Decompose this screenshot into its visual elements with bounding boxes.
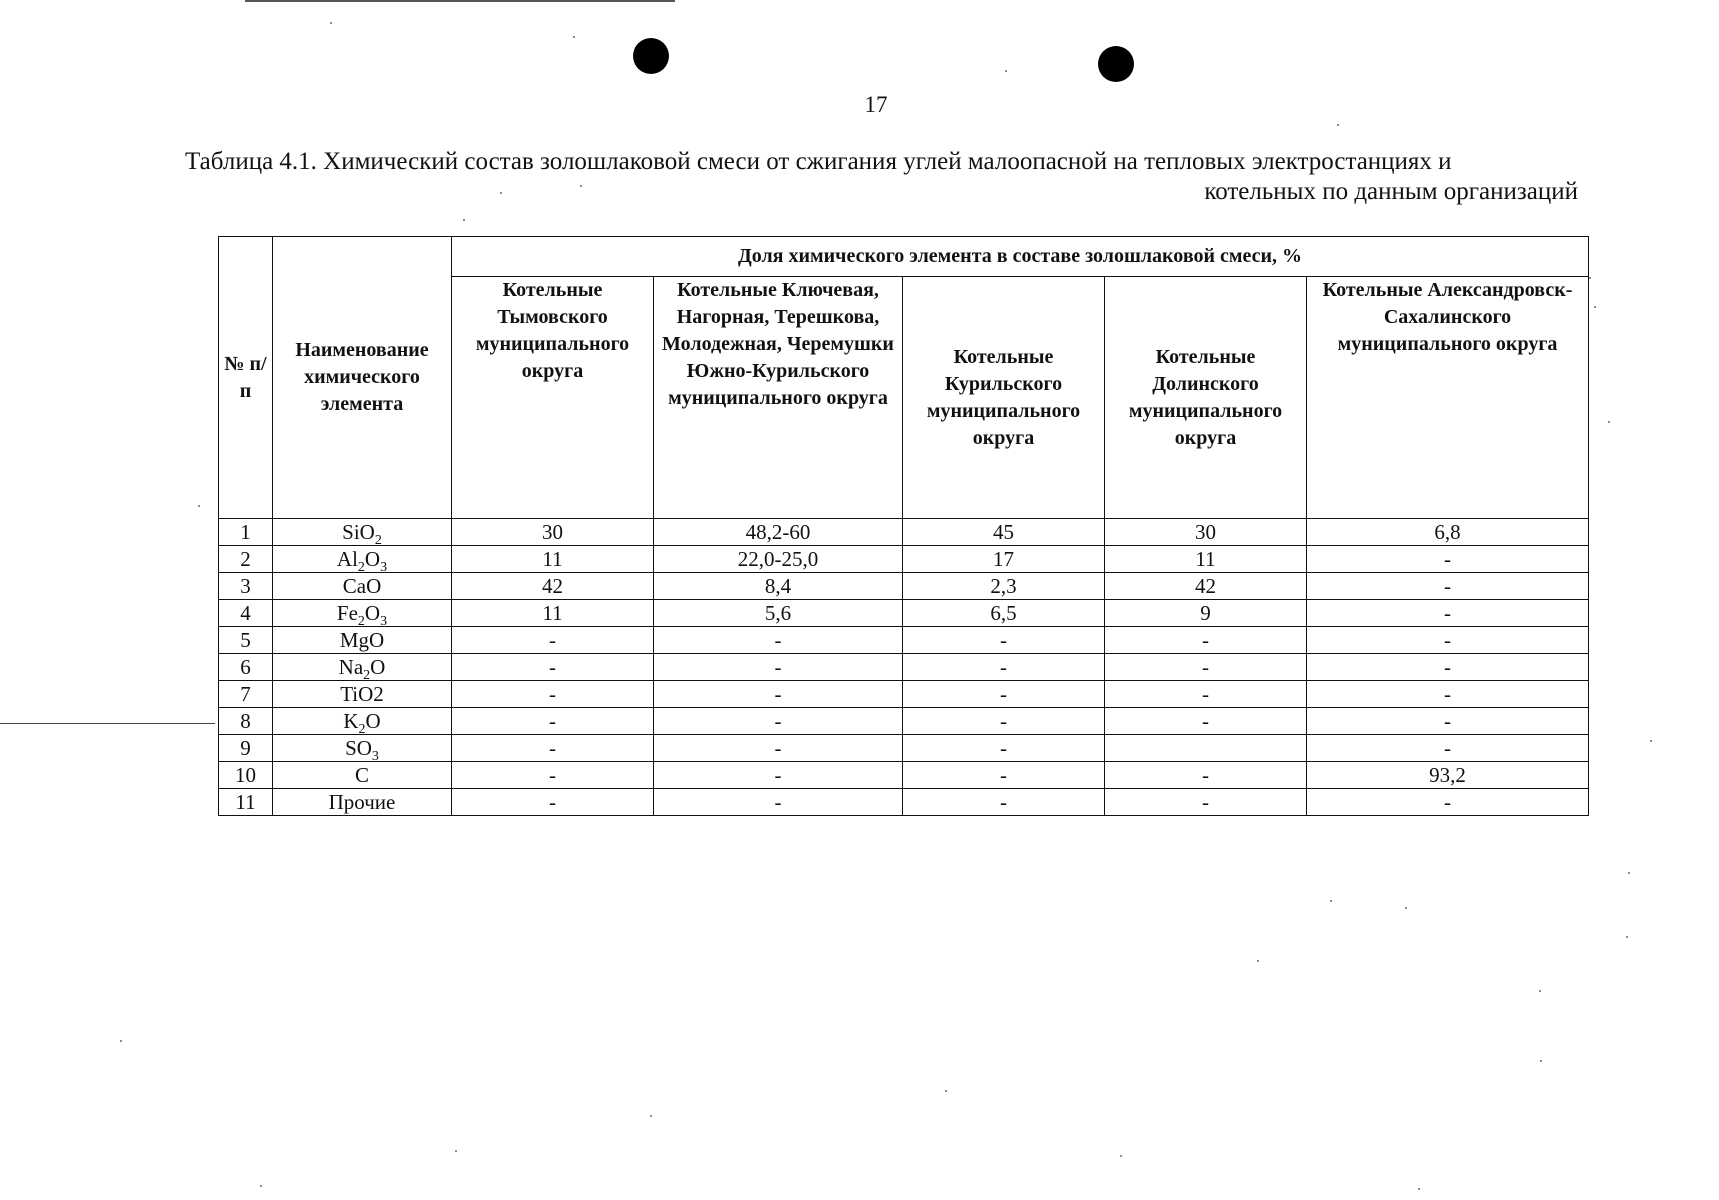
formula-sub: 2	[363, 668, 371, 684]
formula-name: SO	[345, 736, 372, 760]
scan-speck	[1005, 70, 1007, 72]
cell-value-col-3: 6,5	[903, 600, 1105, 627]
cell-number: 8	[219, 708, 273, 735]
cell-value-col-4: 30	[1105, 519, 1307, 546]
cell-value-col-5: -	[1307, 681, 1589, 708]
page-number: 17	[864, 92, 888, 117]
formula-sub: 2	[357, 614, 365, 630]
formula-sub: 2	[357, 560, 365, 576]
cell-value-col-3: -	[903, 627, 1105, 654]
header-element-name: Наименование химического элемента	[273, 237, 452, 519]
caption-line-2: котельных по данным организаций	[1204, 178, 1578, 205]
scan-speck	[1626, 936, 1628, 938]
cell-element-name	[273, 546, 452, 576]
cell-value-col-3: -	[903, 735, 1105, 762]
cell-value-col-3: 45	[903, 519, 1105, 546]
table-row	[219, 654, 1589, 681]
cell-value-col-1: -	[452, 735, 654, 762]
cell-value-col-1: -	[452, 762, 654, 789]
scan-speck	[1589, 277, 1591, 279]
scan-speck	[1120, 1155, 1122, 1157]
cell-number: 2	[219, 546, 273, 573]
formula-name-tail: O	[365, 709, 381, 733]
cell-value-col-1: -	[452, 627, 654, 654]
header-col-4: Котельные Долинского муниципального округа	[1105, 277, 1307, 519]
formula-sub2: 3	[380, 614, 388, 630]
cell-value-col-4: 11	[1105, 546, 1307, 573]
cell-value-col-2: -	[654, 654, 903, 681]
caption-line-1: Таблица 4.1. Химический состав золошлаковой смеси от сжигания углей малоопасной на тепловых электростанциях и	[185, 148, 1452, 175]
cell-element-name	[273, 681, 452, 708]
cell-value-col-5: 6,8	[1307, 519, 1589, 546]
formula-name: MgO	[339, 628, 385, 652]
cell-value-col-1: -	[452, 681, 654, 708]
cell-value-col-1: -	[452, 654, 654, 681]
scan-artifact-line-left	[0, 723, 215, 724]
cell-value-col-1: -	[452, 708, 654, 735]
scan-speck	[1608, 421, 1610, 423]
scan-speck	[580, 185, 582, 187]
cell-value-col-3: -	[903, 789, 1105, 816]
cell-value-col-2: 22,0-25,0	[654, 546, 903, 573]
cell-value-col-5: -	[1307, 735, 1589, 762]
scan-speck	[1540, 1060, 1542, 1062]
cell-value-col-5: 93,2	[1307, 762, 1589, 789]
cell-value-col-3: 17	[903, 546, 1105, 573]
cell-element-name	[273, 708, 452, 738]
cell-value-col-5: -	[1307, 573, 1589, 600]
cell-value-col-1: 42	[452, 573, 654, 600]
formula-name: CaO	[342, 574, 382, 598]
scan-speck	[463, 219, 465, 221]
cell-number: 4	[219, 600, 273, 627]
cell-element-name	[273, 519, 452, 549]
scan-speck	[573, 36, 575, 38]
cell-value-col-1: 11	[452, 546, 654, 573]
scan-speck	[120, 1040, 122, 1042]
cell-value-col-4	[1105, 735, 1307, 762]
formula-sub2: 3	[380, 560, 388, 576]
formula-name: SiO	[342, 520, 375, 544]
cell-value-col-2: 8,4	[654, 573, 903, 600]
formula-name-tail: O	[364, 601, 381, 625]
cell-number: 7	[219, 681, 273, 708]
cell-value-col-5: -	[1307, 627, 1589, 654]
table-caption	[185, 147, 1578, 207]
cell-value-col-4: 9	[1105, 600, 1307, 627]
table-row	[219, 546, 1589, 573]
header-col-5: Котельные Александровск-Сахалинского муниципального округа	[1307, 277, 1589, 519]
cell-element-name	[273, 573, 452, 600]
cell-number: 1	[219, 519, 273, 546]
cell-number: 10	[219, 762, 273, 789]
cell-value-col-4: -	[1105, 627, 1307, 654]
cell-value-col-2: -	[654, 789, 903, 816]
cell-element-name	[273, 627, 452, 654]
cell-value-col-3: -	[903, 654, 1105, 681]
cell-value-col-2: -	[654, 762, 903, 789]
cell-value-col-4: -	[1105, 762, 1307, 789]
cell-value-col-1: 30	[452, 519, 654, 546]
scan-speck	[1628, 872, 1630, 874]
formula-name: K	[343, 709, 359, 733]
cell-value-col-1: -	[452, 789, 654, 816]
cell-value-col-5: -	[1307, 708, 1589, 735]
cell-element-name	[273, 654, 452, 684]
cell-number: 11	[219, 789, 273, 816]
formula-name: Прочие	[328, 790, 396, 814]
scan-speck	[650, 1115, 652, 1117]
cell-value-col-4: -	[1105, 681, 1307, 708]
scan-top-edge-line	[245, 0, 675, 2]
cell-value-col-3: -	[903, 681, 1105, 708]
formula-sub: 2	[358, 722, 366, 738]
table-row	[219, 762, 1589, 789]
scan-speck	[198, 505, 200, 507]
table-row	[219, 789, 1589, 816]
table-row	[219, 708, 1589, 735]
cell-value-col-2: 5,6	[654, 600, 903, 627]
formula-sub: 3	[371, 749, 379, 765]
cell-element-name	[273, 600, 452, 630]
formula-name: Al	[336, 547, 358, 571]
scan-speck	[1418, 1188, 1420, 1190]
cell-value-col-5: -	[1307, 789, 1589, 816]
table-row	[219, 681, 1589, 708]
header-col-1: Котельные Тымовского муниципального округа	[452, 277, 654, 519]
scan-speck	[260, 1185, 262, 1187]
formula-name-tail: O	[370, 655, 386, 679]
cell-value-col-2: -	[654, 681, 903, 708]
cell-number: 6	[219, 654, 273, 681]
cell-value-col-4: 42	[1105, 573, 1307, 600]
scan-speck	[1405, 907, 1407, 909]
cell-element-name	[273, 789, 452, 816]
cell-number: 5	[219, 627, 273, 654]
header-number: № п/п	[219, 237, 273, 519]
table-row	[219, 627, 1589, 654]
table-row	[219, 573, 1589, 600]
formula-name: TiO2	[340, 682, 384, 706]
scan-speck	[1594, 306, 1596, 308]
scan-speck	[330, 22, 332, 24]
cell-number: 9	[219, 735, 273, 762]
cell-value-col-5: -	[1307, 654, 1589, 681]
header-col-2: Котельные Ключевая, Нагорная, Терешкова, Молодежная, Черемушки Южно-Курильского муниципального округа	[654, 277, 903, 519]
scan-speck	[1257, 960, 1259, 962]
cell-element-name	[273, 735, 452, 765]
cell-value-col-3: -	[903, 708, 1105, 735]
scan-speck	[945, 1090, 947, 1092]
cell-value-col-2: 48,2-60	[654, 519, 903, 546]
punch-hole-left	[633, 38, 669, 74]
table-row	[219, 735, 1589, 762]
cell-value-col-2: -	[654, 627, 903, 654]
cell-value-col-2: -	[654, 735, 903, 762]
formula-name: Na	[338, 655, 364, 679]
cell-value-col-4: -	[1105, 654, 1307, 681]
cell-value-col-2: -	[654, 708, 903, 735]
table-row	[219, 600, 1589, 627]
formula-sub: 2	[374, 533, 382, 549]
scan-speck	[1337, 124, 1339, 126]
punch-hole-right	[1098, 46, 1134, 82]
header-col-3: Котельные Курильского муниципального округа	[903, 277, 1105, 519]
formula-name: C	[354, 763, 369, 787]
scan-speck	[455, 1150, 457, 1152]
formula-name: Fe	[336, 601, 358, 625]
cell-value-col-5: -	[1307, 600, 1589, 627]
cell-value-col-3: 2,3	[903, 573, 1105, 600]
cell-value-col-4: -	[1105, 708, 1307, 735]
cell-value-col-3: -	[903, 762, 1105, 789]
chemical-composition-table	[218, 236, 1589, 816]
scan-speck	[1650, 740, 1652, 742]
cell-number: 3	[219, 573, 273, 600]
cell-value-col-4: -	[1105, 789, 1307, 816]
header-group: Доля химического элемента в составе золошлаковой смеси, %	[452, 237, 1589, 277]
scan-speck	[1330, 900, 1332, 902]
cell-value-col-5: -	[1307, 546, 1589, 573]
table-body	[219, 519, 1589, 816]
cell-value-col-1: 11	[452, 600, 654, 627]
scan-speck	[500, 192, 502, 194]
cell-element-name	[273, 762, 452, 789]
table-row	[219, 519, 1589, 546]
formula-name-tail: O	[364, 547, 381, 571]
scan-speck	[1539, 990, 1541, 992]
